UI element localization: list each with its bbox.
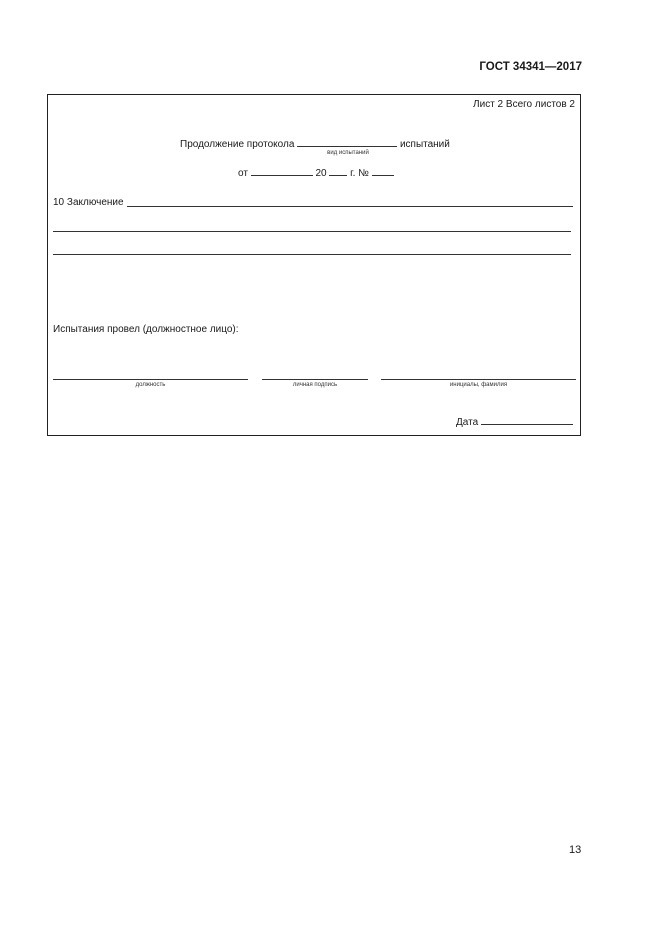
position-caption: должность: [135, 382, 166, 388]
sheet-info: Лист 2 Всего листов 2: [473, 99, 575, 110]
date-field: [456, 416, 573, 428]
date-field-blank: [481, 416, 573, 425]
number-blank: [372, 167, 394, 176]
test-type-caption: вид испытаний: [327, 150, 369, 156]
protocol-prefix: Продолжение протокола: [180, 139, 295, 150]
performed-by-label: Испытания провел (должностное лицо):: [53, 324, 239, 335]
conclusion-line-2: [53, 231, 571, 232]
protocol-suffix: испытаний: [399, 139, 450, 150]
date-blank: [251, 167, 313, 176]
date-year-prefix: 20: [315, 168, 327, 179]
name-caption: инициалы, фамилия: [449, 382, 508, 388]
date-g-label: г. №: [350, 168, 369, 179]
signature-caption: личная подпись: [292, 382, 338, 388]
page-number: 13: [569, 844, 582, 856]
protocol-continuation-line: [180, 138, 450, 150]
date-from-label: от: [238, 168, 248, 179]
protocol-date-line: [238, 167, 394, 179]
conclusion-line-3: [53, 254, 571, 255]
standard-number: ГОСТ 34341—2017: [479, 61, 582, 73]
conclusion-line-1: [127, 206, 573, 207]
position-line: [53, 379, 248, 380]
year-blank: [329, 167, 347, 176]
test-type-blank: [297, 138, 397, 147]
conclusion-label: 10 Заключение: [53, 197, 124, 208]
signature-line: [262, 379, 368, 380]
name-line: [381, 379, 576, 380]
date-label: Дата: [456, 417, 479, 428]
